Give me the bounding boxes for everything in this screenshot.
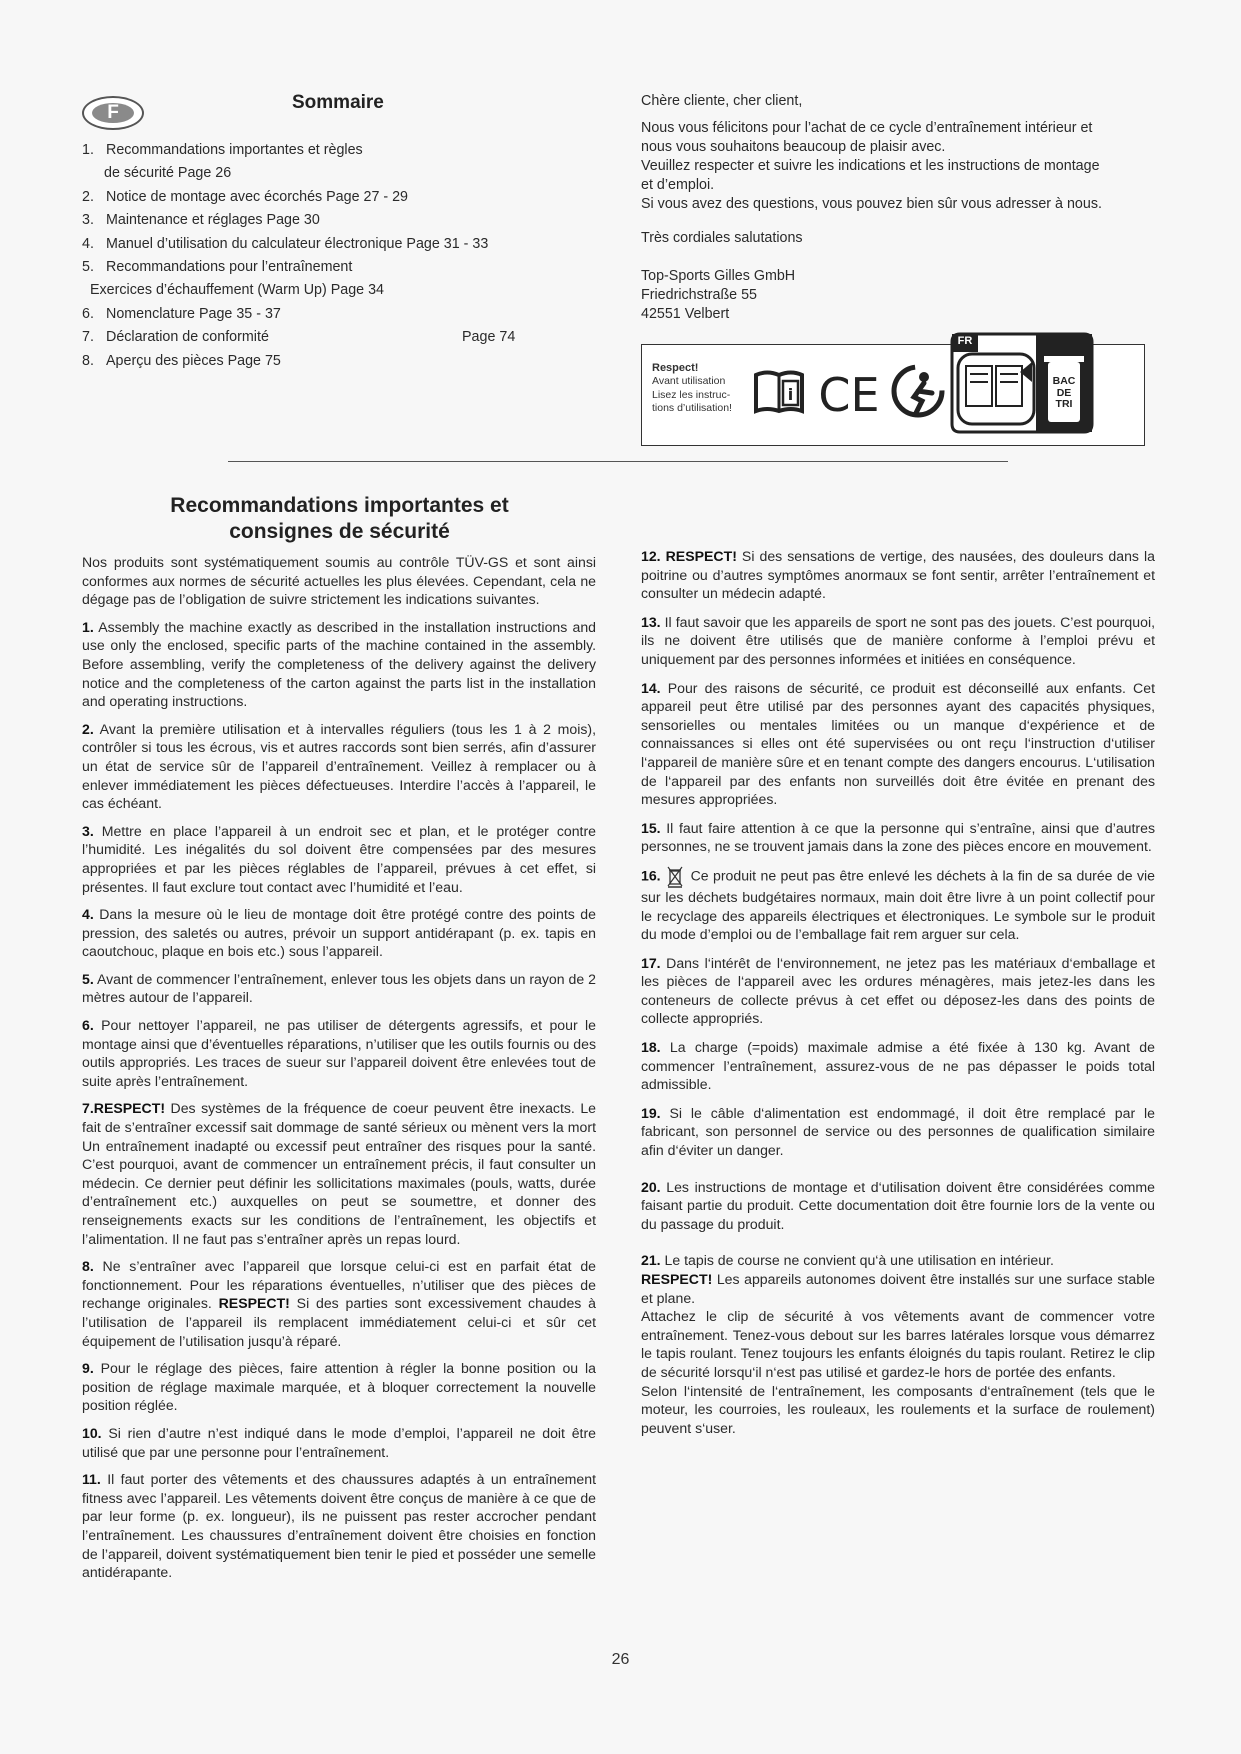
safety-item-14: 14. Pour des raisons de sécurité, ce produit est déconseillé aux enfants. Cet appareil peut être utilisé par des personnes ayant des capacités physiques, sensorielles ou mentales limitées ou un manque d‘expérience et de connaissances si elles ont été supervisées ou ont reçu l‘instruction d‘utiliser l‘appareil de manière sûre et en tenant compte des dangers encourus. L‘utilisation de l‘appareil par des enfants non surveillés doit être évitée en prenant des mesures appropriées.: [641, 679, 1155, 808]
letter-greeting: Chère cliente, cher client,: [641, 93, 803, 109]
safety-item-19: 19. Si le câble d‘alimentation est endommagé, il doit être remplacé par le fabricant, son personnel de service ou des personnes de qualification similaire afin d‘éviter un danger.: [641, 1104, 1155, 1159]
page-number: 26: [611, 1651, 630, 1668]
toc-item: de sécurité Page 26: [104, 165, 232, 182]
left-column: [82, 553, 596, 1591]
safety-item-3: 3. Mettre en place l’appareil à un endroit sec et plan, et le protéger contre l’humidité. Les inégalités du sol doivent être compensées par des mesures appropriées et par les pièces réglables de l’appareil, prévues à cet effet, si présentes. Il faut exclure tout contact avec l’humidité et l’eau.: [82, 822, 596, 895]
customer-letter: [641, 92, 1161, 324]
toc-item: 6. Nomenclature Page 35 - 37: [82, 305, 281, 322]
section-title: Recommandations importantes et consignes de sécurité: [170, 494, 509, 543]
safety-item-21: 21. Le tapis de course ne convient qu‘à une utilisation en intérieur. RESPECT! Les appareils autonomes doivent être installés sur une surface stable et plane. Attachez le clip de sécurité à vos vêtements avant de commencer votre entraînement. Tenez-vous debout sur les barres latérales lorsque vous démarrez le tapis roulant. Tenez toujours les enfants éloignés du tapis roulant. Retirez le clip de sécurité lorsqu‘il n‘est pas utilisé et gardez-le hors de portée des enfants. Selon l‘intensité de l‘entraînement, les composants d‘entraînement (tels que le moteur, les courroies, les rouleaux, les roulements et la surface de roulement) peuvent s‘user.: [641, 1252, 1155, 1436]
safety-item-7: 7.RESPECT! Des systèmes de la fréquence de coeur peuvent être inexacts. Le fait de s’entraîner excessif sait dommage de santé sérieux ou mènent vers la mort Un entraînement inadapté ou excessif peut entraîner des risques pour la santé. C’est pourquoi, avant de commencer un entraînement précis, il faut consulter un médecin. Ce dernier peut définir les sollicitations maximales (pouls, watts, durée d’entraînement etc.) auxquelles on peut se soumettre, et donner des renseignements exacts sur les conditions de l’entraînement, les objectifs et l’alimentation. Il ne faut pas s’entraîner après un repas lourd.: [82, 1100, 596, 1247]
svg-text:i: i: [787, 385, 794, 404]
section-divider: [228, 461, 1008, 462]
svg-text:CE: CE: [818, 369, 880, 417]
toc-item: 5. Recommandations pour l’entraînement: [82, 259, 353, 276]
toc-title: Sommaire: [292, 92, 384, 113]
bin-label: BAC DE TRI: [1052, 375, 1076, 410]
safety-item-1: 1. Assembly the machine exactly as described in the installation instructions and use only the enclosed, specific parts of the machine contained in the assembly. Before assembling, verify the completeness of the delivery against the delivery notice and the completeness of the carton against the parts list in the installation and operating instructions.: [82, 618, 597, 710]
toc-item: 2. Notice de montage avec écorchés Page 27 - 29: [82, 188, 409, 205]
letter-line: et d’emploi.: [641, 177, 715, 193]
letter-line: Nous vous félicitons pour l’achat de ce cycle d’entraînement intérieur et: [641, 120, 1093, 136]
company-city: 42551 Velbert: [641, 306, 730, 322]
triman-icon: [888, 361, 948, 421]
toc-item: 4. Manuel d’utilisation du calculateur électronique Page 31 - 33: [82, 235, 489, 252]
right-column: [641, 547, 1155, 1437]
safety-item-6: 6. Pour nettoyer l’appareil, ne pas utiliser de détergents agressifs, et pour le montage ainsi que d’éventuelles réparations, n’utiliser que les outils fournis ou des outils appropriés. Les traces de sueur sur l’appareil doivent être enlevées tout de suite après l’entraînement.: [82, 1017, 596, 1089]
company-name: Top-Sports Gilles GmbH: [641, 268, 796, 284]
safety-item-2: 2. Avant la première utilisation et à intervalles réguliers (tous les 1 à 2 mois), contrôler si tous les écrous, vis et autres raccords sont bien serrés, afin d’assurer un état de service sûr de l’appareil d’entraînement. Veillez à remplacer ou à enlever immédiatement les pièces défectueuses. Interdire l’accès à l’appareil, le cas échéant.: [82, 720, 596, 812]
toc-item: 1. Recommandations importantes et règles: [82, 142, 363, 158]
safety-item-16: 16. Ce produit ne peut pas être enlevé les déchets à la fin de sa durée de vie sur les déchets budgétaires normaux, main doit être livre à un point collectif pour le recyclage des appareils électriques et électroniques. Le symbole sur le produit du mode d’emploi ou de l’emballage fait rem arguer sur cela.: [641, 867, 1155, 943]
safety-item-4: 4. Dans la mesure où le lieu de montage doit être protégé contre des points de pression, des saletés ou autres, prévoir un support antidérapant (p. ex. tapis en caoutchouc, plaque en bois etc.) sous l’appareil.: [82, 906, 596, 960]
safety-item-9: 9. Pour le réglage des pièces, faire attention à régler la bonne position ou la position de réglage maximale marquée, et à bloquer correctement la nouvelle position réglée.: [82, 1360, 597, 1414]
safety-item-8: 8. Ne s’entraîner avec l’appareil que lorsque celui-ci est en parfait état de fonctionnement. Pour les réparations éventuelles, n’utiliser que des pièces de rechange originales. RESPECT! Si des parties sont excessivement chaudes à l’utilisation de l’appareil ils remplacent immédiatement celui-ci et sûr cet équipement de l’utilisation jusqu’à réparé.: [82, 1258, 596, 1349]
safety-item-5: 5. Avant de commencer l’entraînement, enlever tous les objets dans un rayon de 2 mètres autour de l’appareil.: [82, 970, 597, 1006]
safety-item-13: 13. Il faut savoir que les appareils de sport ne sont pas des jouets. C’est pourquoi, ils ne doivent être utilisés que de manière conforme à l’emploi prévu et uniquement par des personnes informées et initiées en conséquence.: [641, 613, 1155, 667]
toc-item: 7. Déclaration de conformité Page 74: [82, 329, 516, 346]
toc-item: 3. Maintenance et réglages Page 30: [82, 212, 320, 229]
manual-icon: [752, 367, 806, 417]
letter-line: Si vous avez des questions, vous pouvez bien sûr vous adresser à nous.: [641, 196, 1102, 212]
letter-line: nous vous souhaitons beaucoup de plaisir avec.: [641, 139, 946, 155]
table-of-contents: [82, 139, 552, 373]
language-badge: [82, 96, 144, 130]
respect-notice: Respect! Avant utilisation Lisez les instruc- tions d’utilisation!: [652, 362, 732, 415]
letter-closing: Très cordiales salutations: [641, 230, 803, 246]
toc-item: 8. Aperçu des pièces Page 75: [82, 352, 281, 369]
fr-sorting-label: [948, 332, 1094, 434]
safety-item-12: 12. RESPECT! Si des sensations de vertige, des nausées, des douleurs dans la poitrine ou d’autres symptômes anormaux se font sentir, arrêter l’entraînement et consulter un médecin adapté.: [641, 548, 1155, 602]
language-badge-letter: F: [92, 103, 134, 123]
letter-line: Veuillez respecter et suivre les indications et les instructions de montage: [641, 158, 1100, 174]
crossed-bin-icon: [667, 866, 683, 888]
safety-item-17: 17. Dans l‘intérêt de l‘environnement, ne jetez pas les matériaux d‘emballage et les pièces de l‘appareil avec les ordures ménagères, mais jetez-les dans les conteneurs de collecte prévus à cet effet ou déposez-les dans des points de collecte appropriés.: [641, 954, 1155, 1027]
safety-item-10: 10. Si rien d’autre n’est indiqué dans le mode d’emploi, l’appareil ne doit être utilisé que par une personne pour l’entraînement.: [82, 1424, 597, 1460]
safety-item-18: 18. La charge (=poids) maximale admise a été fixée à 130 kg. Avant de commencer l’entraînement, assurez-vous de ne pas dépasser le poids total admissible.: [641, 1039, 1155, 1093]
toc-item: Exercices d’échauffement (Warm Up) Page 34: [90, 282, 385, 299]
fr-label: FR: [957, 335, 973, 347]
symbols-box: [641, 335, 1145, 446]
intro-paragraph: Nos produits sont systématiquement soumis au contrôle TÜV-GS et sont ainsi conformes aux normes de sécurité actuelles les plus élevées. Cependant, cela ne dégage pas de l’obligation de suivre strictement les indications suivantes.: [82, 554, 596, 608]
safety-item-20: 20. Les instructions de montage et d‘utilisation doivent être considérées comme faisant partie du produit. Cette documentation doit être fournie lors de la vente ou du passage du produit.: [641, 1178, 1155, 1232]
safety-item-11: 11. Il faut porter des vêtements et des chaussures adaptés à un entraînement fitness avec l’appareil. Les vêtements doivent être conçus de manière à ce que de par leur forme (p. ex. longueur), ils ne puissent pas rester accrocher pendant l’entraînement. Les chaussures d’entraînement doivent être choisies en fonction de l’appareil, doivent systématiquement bien tenir le pied et posséder une semelle antidérapante.: [82, 1471, 596, 1581]
company-street: Friedrichstraße 55: [641, 287, 758, 303]
safety-item-15: 15. Il faut faire attention à ce que la personne qui s’entraîne, ainsi que d’autres personnes, ne se trouvent jamais dans la zone des pièces encore en mouvement.: [641, 819, 1155, 855]
ce-mark-icon: [816, 369, 882, 417]
